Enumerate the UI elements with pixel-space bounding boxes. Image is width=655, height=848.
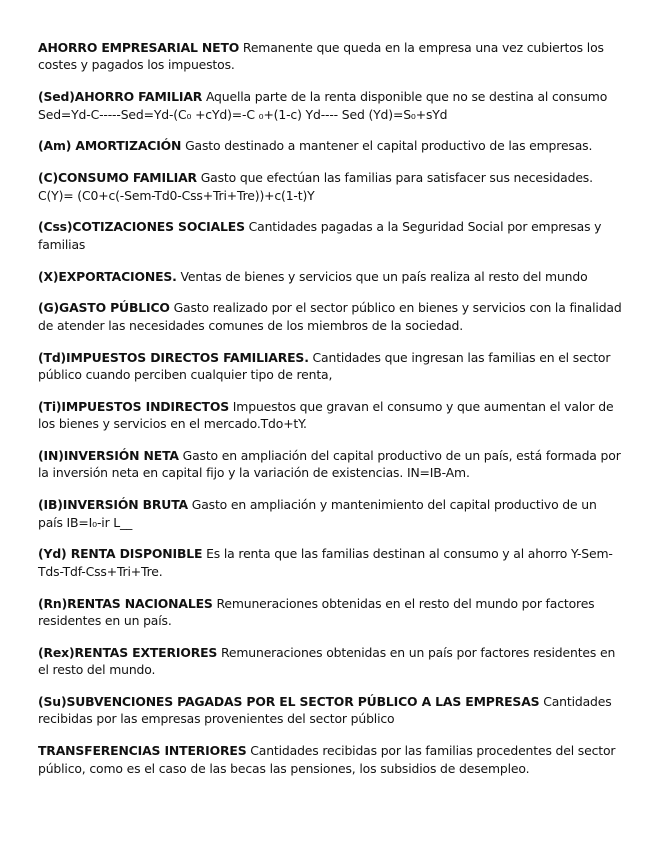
glossary-entry <box>38 349 623 384</box>
entry-definition: Cantidades pagadas a la Seguridad Social por empresas y familias <box>38 219 602 252</box>
entry-term: (Sed)AHORRO FAMILIAR <box>38 89 203 105</box>
glossary-entry <box>38 137 623 154</box>
entry-term: (Css)COTIZACIONES SOCIALES <box>38 219 245 235</box>
entry-term: (Rn)RENTAS NACIONALES <box>38 595 213 611</box>
entry-definition: Es la renta que las familias destinan al consumo y al ahorro Y-Sem-Tds-Tdf-Css+Tri+Tre. <box>38 546 613 579</box>
glossary-entry <box>38 447 623 482</box>
entry-term: (Ti)IMPUESTOS INDIRECTOS <box>38 398 230 414</box>
entry-definition: Remuneraciones obtenidas en el resto del mundo por factores residentes en un país. <box>38 595 595 629</box>
entry-definition: Impuestos que gravan el consumo y que aumentan el valor de los bienes y servicios en el mercado.Tdo+tY. <box>38 398 614 432</box>
entry-term: (Td)IMPUESTOS DIRECTOS FAMILIARES. <box>38 349 309 365</box>
glossary-entry <box>38 39 623 74</box>
entry-definition: Cantidades recibidas por las familias procedentes del sector público, como es el caso de las becas las pensiones, los subsidios de desempleo. <box>38 743 616 776</box>
glossary-entry <box>38 398 623 433</box>
glossary-entry <box>38 268 623 285</box>
glossary-entry <box>38 693 623 728</box>
entry-definition: Ventas de bienes y servicios que un país realiza al resto del mundo <box>176 268 588 284</box>
entry-term: AHORRO EMPRESARIAL NETO <box>38 40 240 55</box>
glossary-entry <box>38 218 623 253</box>
entry-term: (Rex)RENTAS EXTERIORES <box>38 644 218 660</box>
entry-definition: Aquella parte de la renta disponible que no se destina al consumo Sed=Yd-C-----Sed=Yd-(C₀ +cYd)=-C ₀+(1-c) Yd---- Sed (Yd)=S₀+sYd <box>38 89 608 122</box>
glossary-entry <box>38 299 623 334</box>
entry-term: (Yd) RENTA DISPONIBLE <box>38 546 203 562</box>
glossary-page <box>38 39 623 791</box>
entry-definition: Gasto en ampliación del capital productivo de un país, está formada por la inversión neta en capital fijo y la variación de existencias. IN=IB-Am. <box>38 448 621 481</box>
glossary-entry <box>38 595 623 630</box>
entry-term: (IN)INVERSIÓN NETA <box>38 448 179 464</box>
glossary-entry <box>38 496 623 531</box>
entry-definition: Cantidades recibidas por las empresas provenientes del sector público <box>38 694 612 727</box>
entry-term: (C)CONSUMO FAMILIAR <box>38 170 197 186</box>
entry-definition: Gasto destinado a mantener el capital productivo de las empresas. <box>181 138 593 154</box>
entry-definition: Gasto que efectúan las familias para satisfacer sus necesidades. C(Y)= (C0+c(-Sem-Td0-Css+Tri+Tre))+c(1-t)Y <box>38 170 593 203</box>
entry-term: (Su)SUBVENCIONES PAGADAS POR EL SECTOR PÚBLICO A LAS EMPRESAS <box>38 694 540 710</box>
entry-term: (X)EXPORTACIONES. <box>38 268 177 284</box>
entry-term: (Am) AMORTIZACIÓN <box>38 138 182 154</box>
entry-term: (G)GASTO PÚBLICO <box>38 300 170 316</box>
entry-term: TRANSFERENCIAS INTERIORES <box>38 743 247 759</box>
glossary-entry <box>38 644 623 679</box>
entry-definition: Gasto realizado por el sector público en bienes y servicios con la finalidad de atender las necesidades comunes de los miembros de la sociedad. <box>38 300 622 333</box>
entry-definition: Remuneraciones obtenidas en un país por factores residentes en el resto del mundo. <box>38 644 616 678</box>
glossary-entry <box>38 169 623 204</box>
entry-definition: Remanente que queda en la empresa una vez cubiertos los costes y pagados los impuestos. <box>38 40 604 73</box>
entry-definition: Cantidades que ingresan las familias en el sector público cuando perciben cualquier tipo de renta, <box>38 349 611 383</box>
entry-definition: Gasto en ampliación y mantenimiento del capital productivo de un país IB=I₀-ir L__ <box>38 497 597 530</box>
glossary-entry <box>38 742 623 777</box>
glossary-entry <box>38 88 623 123</box>
entry-term: (IB)INVERSIÓN BRUTA <box>38 497 188 513</box>
glossary-entry <box>38 545 623 580</box>
